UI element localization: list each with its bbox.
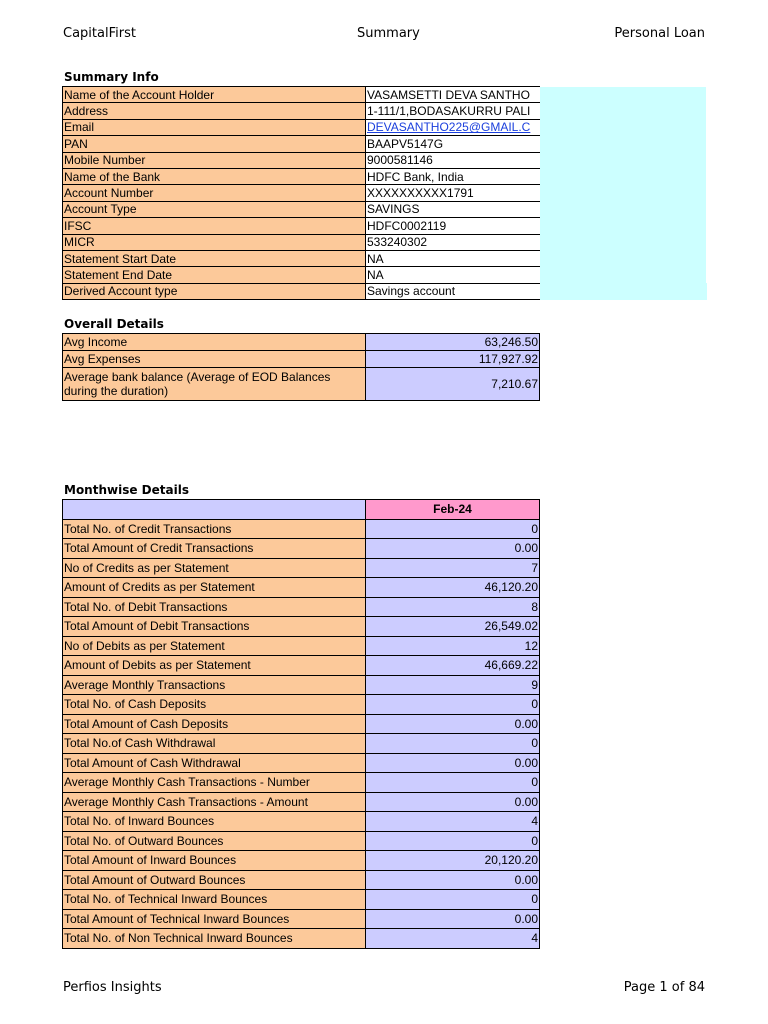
row-value: SAVINGS bbox=[366, 201, 540, 217]
row-label: Account Number bbox=[63, 185, 366, 201]
row-label: No of Debits as per Statement bbox=[63, 636, 366, 656]
row-value: HDFC Bank, India bbox=[366, 168, 540, 184]
table-row bbox=[63, 636, 540, 656]
email-link-text[interactable]: DEVASANTHO225@GMAIL.C bbox=[367, 120, 531, 135]
row-value: VASAMSETTI DEVA SANTHO bbox=[366, 87, 540, 103]
row-label: Total Amount of Cash Deposits bbox=[63, 714, 366, 734]
table-row bbox=[63, 152, 707, 168]
row-value: 0 bbox=[366, 773, 540, 793]
row-value: 0 bbox=[366, 695, 540, 715]
table-row bbox=[63, 656, 540, 676]
row-value: 26,549.02 bbox=[366, 617, 540, 637]
table-row bbox=[63, 831, 540, 851]
row-value: 1-111/1,BODASAKURRU PALI bbox=[366, 103, 540, 119]
page-number: Page 1 of 84 bbox=[623, 980, 705, 995]
table-row bbox=[63, 617, 540, 637]
table-row bbox=[63, 558, 540, 578]
table-row bbox=[63, 234, 707, 250]
table-row bbox=[63, 851, 540, 871]
table-row bbox=[63, 870, 540, 890]
header-company: CapitalFirst bbox=[63, 26, 136, 41]
row-value: 0 bbox=[366, 890, 540, 910]
row-label: Average Monthly Cash Transactions - Amount bbox=[63, 792, 366, 812]
row-value: Savings account bbox=[366, 283, 540, 299]
table-row bbox=[63, 519, 540, 539]
row-value: NA bbox=[366, 267, 540, 283]
row-label: Total Amount of Cash Withdrawal bbox=[63, 753, 366, 773]
row-label: Total No. of Outward Bounces bbox=[63, 831, 366, 851]
row-value: 0 bbox=[366, 831, 540, 851]
month-column-header: Feb-24 bbox=[366, 500, 540, 520]
table-row bbox=[63, 334, 540, 351]
row-label: Amount of Credits as per Statement bbox=[63, 578, 366, 598]
monthwise-details-title: Monthwise Details bbox=[64, 483, 189, 497]
email-link[interactable] bbox=[366, 119, 540, 135]
table-row bbox=[63, 773, 540, 793]
table-row bbox=[63, 87, 707, 103]
header-product: Personal Loan bbox=[614, 26, 705, 41]
row-value: 46,669.22 bbox=[366, 656, 540, 676]
row-label: Total No. of Non Technical Inward Bounces bbox=[63, 929, 366, 949]
overall-details-table bbox=[62, 333, 540, 401]
row-label: Total Amount of Outward Bounces bbox=[63, 870, 366, 890]
row-value: 0.00 bbox=[366, 714, 540, 734]
row-label: Total Amount of Debit Transactions bbox=[63, 617, 366, 637]
row-value: 0.00 bbox=[366, 753, 540, 773]
table-row bbox=[63, 136, 707, 152]
row-label: Total No. of Technical Inward Bounces bbox=[63, 890, 366, 910]
table-row bbox=[63, 695, 540, 715]
table-row bbox=[63, 929, 540, 949]
footer-brand: Perfios Insights bbox=[63, 980, 162, 995]
row-value: HDFC0002119 bbox=[366, 218, 540, 234]
row-label: PAN bbox=[63, 136, 366, 152]
row-label: MICR bbox=[63, 234, 366, 250]
table-row bbox=[63, 185, 707, 201]
monthwise-details-table bbox=[62, 499, 540, 949]
table-row bbox=[63, 753, 540, 773]
table-row bbox=[63, 201, 707, 217]
row-label: Total Amount of Inward Bounces bbox=[63, 851, 366, 871]
summary-info-title: Summary Info bbox=[64, 70, 159, 84]
row-value: 0 bbox=[366, 519, 540, 539]
table-row bbox=[63, 734, 540, 754]
row-value: 9 bbox=[366, 675, 540, 695]
row-value: 117,927.92 bbox=[366, 351, 540, 368]
row-label: Average Monthly Cash Transactions - Number bbox=[63, 773, 366, 793]
row-value: 0.00 bbox=[366, 792, 540, 812]
row-label: IFSC bbox=[63, 218, 366, 234]
table-row bbox=[63, 909, 540, 929]
table-row bbox=[63, 218, 707, 234]
row-label: Avg Expenses bbox=[63, 351, 366, 368]
table-header-row bbox=[63, 500, 540, 520]
row-value: 0.00 bbox=[366, 539, 540, 559]
row-label: Statement End Date bbox=[63, 267, 366, 283]
row-label: Average Monthly Transactions bbox=[63, 675, 366, 695]
row-value: 20,120.20 bbox=[366, 851, 540, 871]
row-label: Name of the Account Holder bbox=[63, 87, 366, 103]
row-label: Total No. of Cash Deposits bbox=[63, 695, 366, 715]
table-row bbox=[63, 103, 707, 119]
row-value: XXXXXXXXXX1791 bbox=[366, 185, 540, 201]
table-row bbox=[63, 539, 540, 559]
row-value: 12 bbox=[366, 636, 540, 656]
table-row bbox=[63, 283, 707, 299]
row-label: Address bbox=[63, 103, 366, 119]
table-row bbox=[63, 578, 540, 598]
table-row bbox=[63, 168, 707, 184]
row-value: 7,210.67 bbox=[366, 368, 540, 401]
row-label: Total No.of Cash Withdrawal bbox=[63, 734, 366, 754]
row-label: Email bbox=[63, 119, 366, 135]
table-row bbox=[63, 267, 707, 283]
row-label: Average bank balance (Average of EOD Balances during the duration) bbox=[63, 368, 366, 401]
table-row bbox=[63, 250, 707, 266]
row-value: 0.00 bbox=[366, 909, 540, 929]
table-row bbox=[63, 812, 540, 832]
row-label: Total Amount of Technical Inward Bounces bbox=[63, 909, 366, 929]
row-value: 4 bbox=[366, 812, 540, 832]
table-row bbox=[63, 675, 540, 695]
row-value: 0 bbox=[366, 734, 540, 754]
row-value: 7 bbox=[366, 558, 540, 578]
table-row bbox=[63, 597, 540, 617]
row-label: Total No. of Debit Transactions bbox=[63, 597, 366, 617]
row-label: Total Amount of Credit Transactions bbox=[63, 539, 366, 559]
overall-details-title: Overall Details bbox=[64, 317, 164, 331]
row-value: BAAPV5147G bbox=[366, 136, 540, 152]
row-value: 533240302 bbox=[366, 234, 540, 250]
row-label: Name of the Bank bbox=[63, 168, 366, 184]
row-label: Account Type bbox=[63, 201, 366, 217]
summary-info-table bbox=[62, 86, 707, 300]
row-label: Total No. of Inward Bounces bbox=[63, 812, 366, 832]
row-label: Avg Income bbox=[63, 334, 366, 351]
table-row bbox=[63, 119, 707, 135]
row-label: Derived Account type bbox=[63, 283, 366, 299]
row-value: 4 bbox=[366, 929, 540, 949]
row-value: NA bbox=[366, 250, 540, 266]
row-value: 9000581146 bbox=[366, 152, 540, 168]
row-value: 46,120.20 bbox=[366, 578, 540, 598]
table-row bbox=[63, 714, 540, 734]
row-value: 8 bbox=[366, 597, 540, 617]
row-label: Statement Start Date bbox=[63, 250, 366, 266]
header-title: Summary bbox=[357, 26, 420, 41]
row-label: Total No. of Credit Transactions bbox=[63, 519, 366, 539]
table-row bbox=[63, 792, 540, 812]
row-value: 0.00 bbox=[366, 870, 540, 890]
row-label: Amount of Debits as per Statement bbox=[63, 656, 366, 676]
table-row bbox=[63, 351, 540, 368]
row-label: Mobile Number bbox=[63, 152, 366, 168]
table-row bbox=[63, 890, 540, 910]
row-value: 63,246.50 bbox=[366, 334, 540, 351]
row-label: No of Credits as per Statement bbox=[63, 558, 366, 578]
table-row bbox=[63, 368, 540, 401]
